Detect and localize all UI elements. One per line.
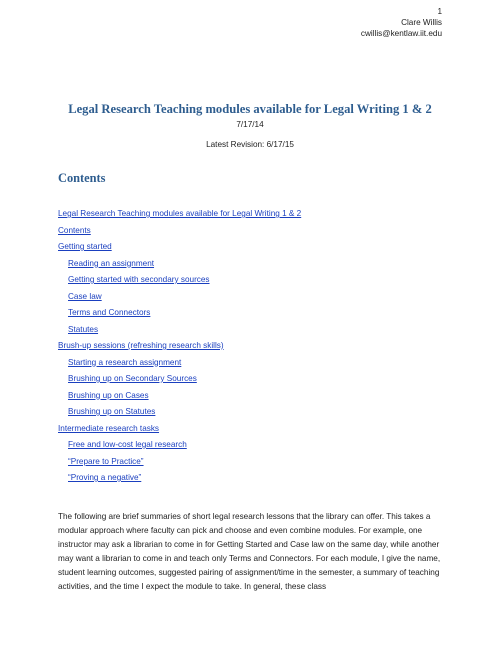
toc-link[interactable]: Statutes — [68, 324, 99, 334]
page-header — [361, 6, 442, 39]
toc-entry — [58, 390, 301, 407]
toc-entry — [58, 373, 301, 390]
toc-entry — [58, 274, 301, 291]
toc-entry — [58, 456, 301, 473]
toc-entry — [58, 307, 301, 324]
toc-entry — [58, 258, 301, 275]
toc-entry — [58, 324, 301, 341]
toc-link[interactable]: “Proving a negative” — [68, 473, 142, 482]
toc-link[interactable]: Starting a research assignment — [68, 357, 182, 367]
toc-link[interactable]: Getting started with secondary sources — [68, 275, 210, 284]
toc-link[interactable]: Getting started — [58, 242, 112, 251]
toc-entry — [58, 291, 301, 308]
toc-link[interactable]: Terms and Connectors — [68, 308, 151, 317]
toc-entry — [58, 340, 301, 357]
toc-link[interactable]: Intermediate research tasks — [58, 423, 160, 433]
toc-link[interactable]: Brush-up sessions (refreshing research skills) — [58, 341, 224, 350]
toc-link[interactable]: Brushing up on Secondary Sources — [68, 374, 197, 383]
toc-link[interactable]: Contents — [58, 225, 91, 235]
document-title: Legal Research Teaching modules available for Legal Writing 1 & 2 — [68, 102, 432, 116]
table-of-contents — [58, 208, 301, 489]
toc-link[interactable]: Case law — [68, 291, 102, 301]
toc-entry — [58, 241, 301, 258]
revision-date: Latest Revision: 6/17/15 — [206, 140, 294, 149]
author-name: Clare Willis — [401, 18, 442, 27]
document-date: 7/17/14 — [236, 120, 264, 129]
toc-link[interactable]: Legal Research Teaching modules available for Legal Writing 1 & 2 — [58, 209, 302, 218]
toc-entry — [58, 423, 301, 440]
toc-entry — [58, 357, 301, 374]
toc-entry — [58, 439, 301, 456]
toc-entry — [58, 208, 301, 225]
intro-paragraph: The following are brief summaries of short legal research lessons that the library can offer. This takes a modular approach where faculty can pick and choose and even combine modules. For example, one instructor may ask a librarian to come in for Getting Started and Case law on the same day, while another may want a librarian to come in and teach only Terms and Connectors. For each module, I give the name, student learning outcomes, suggested pairing of assignment/time in the semester, a summary of teaching activities, and the time I expect the module to take. In general, these class — [58, 512, 441, 591]
toc-link[interactable]: “Prepare to Practice” — [68, 456, 144, 466]
toc-link[interactable]: Free and low-cost legal research — [68, 440, 187, 449]
toc-entry — [58, 472, 301, 489]
toc-link[interactable]: Brushing up on Statutes — [68, 407, 156, 416]
page-number: 1 — [437, 7, 442, 16]
toc-entry — [58, 406, 301, 423]
contents-heading: Contents — [58, 171, 106, 185]
toc-link[interactable]: Brushing up on Cases — [68, 390, 149, 400]
toc-entry — [58, 225, 301, 242]
toc-link[interactable]: Reading an assignment — [68, 258, 155, 268]
author-email: cwillis@kentlaw.iit.edu — [360, 29, 442, 38]
